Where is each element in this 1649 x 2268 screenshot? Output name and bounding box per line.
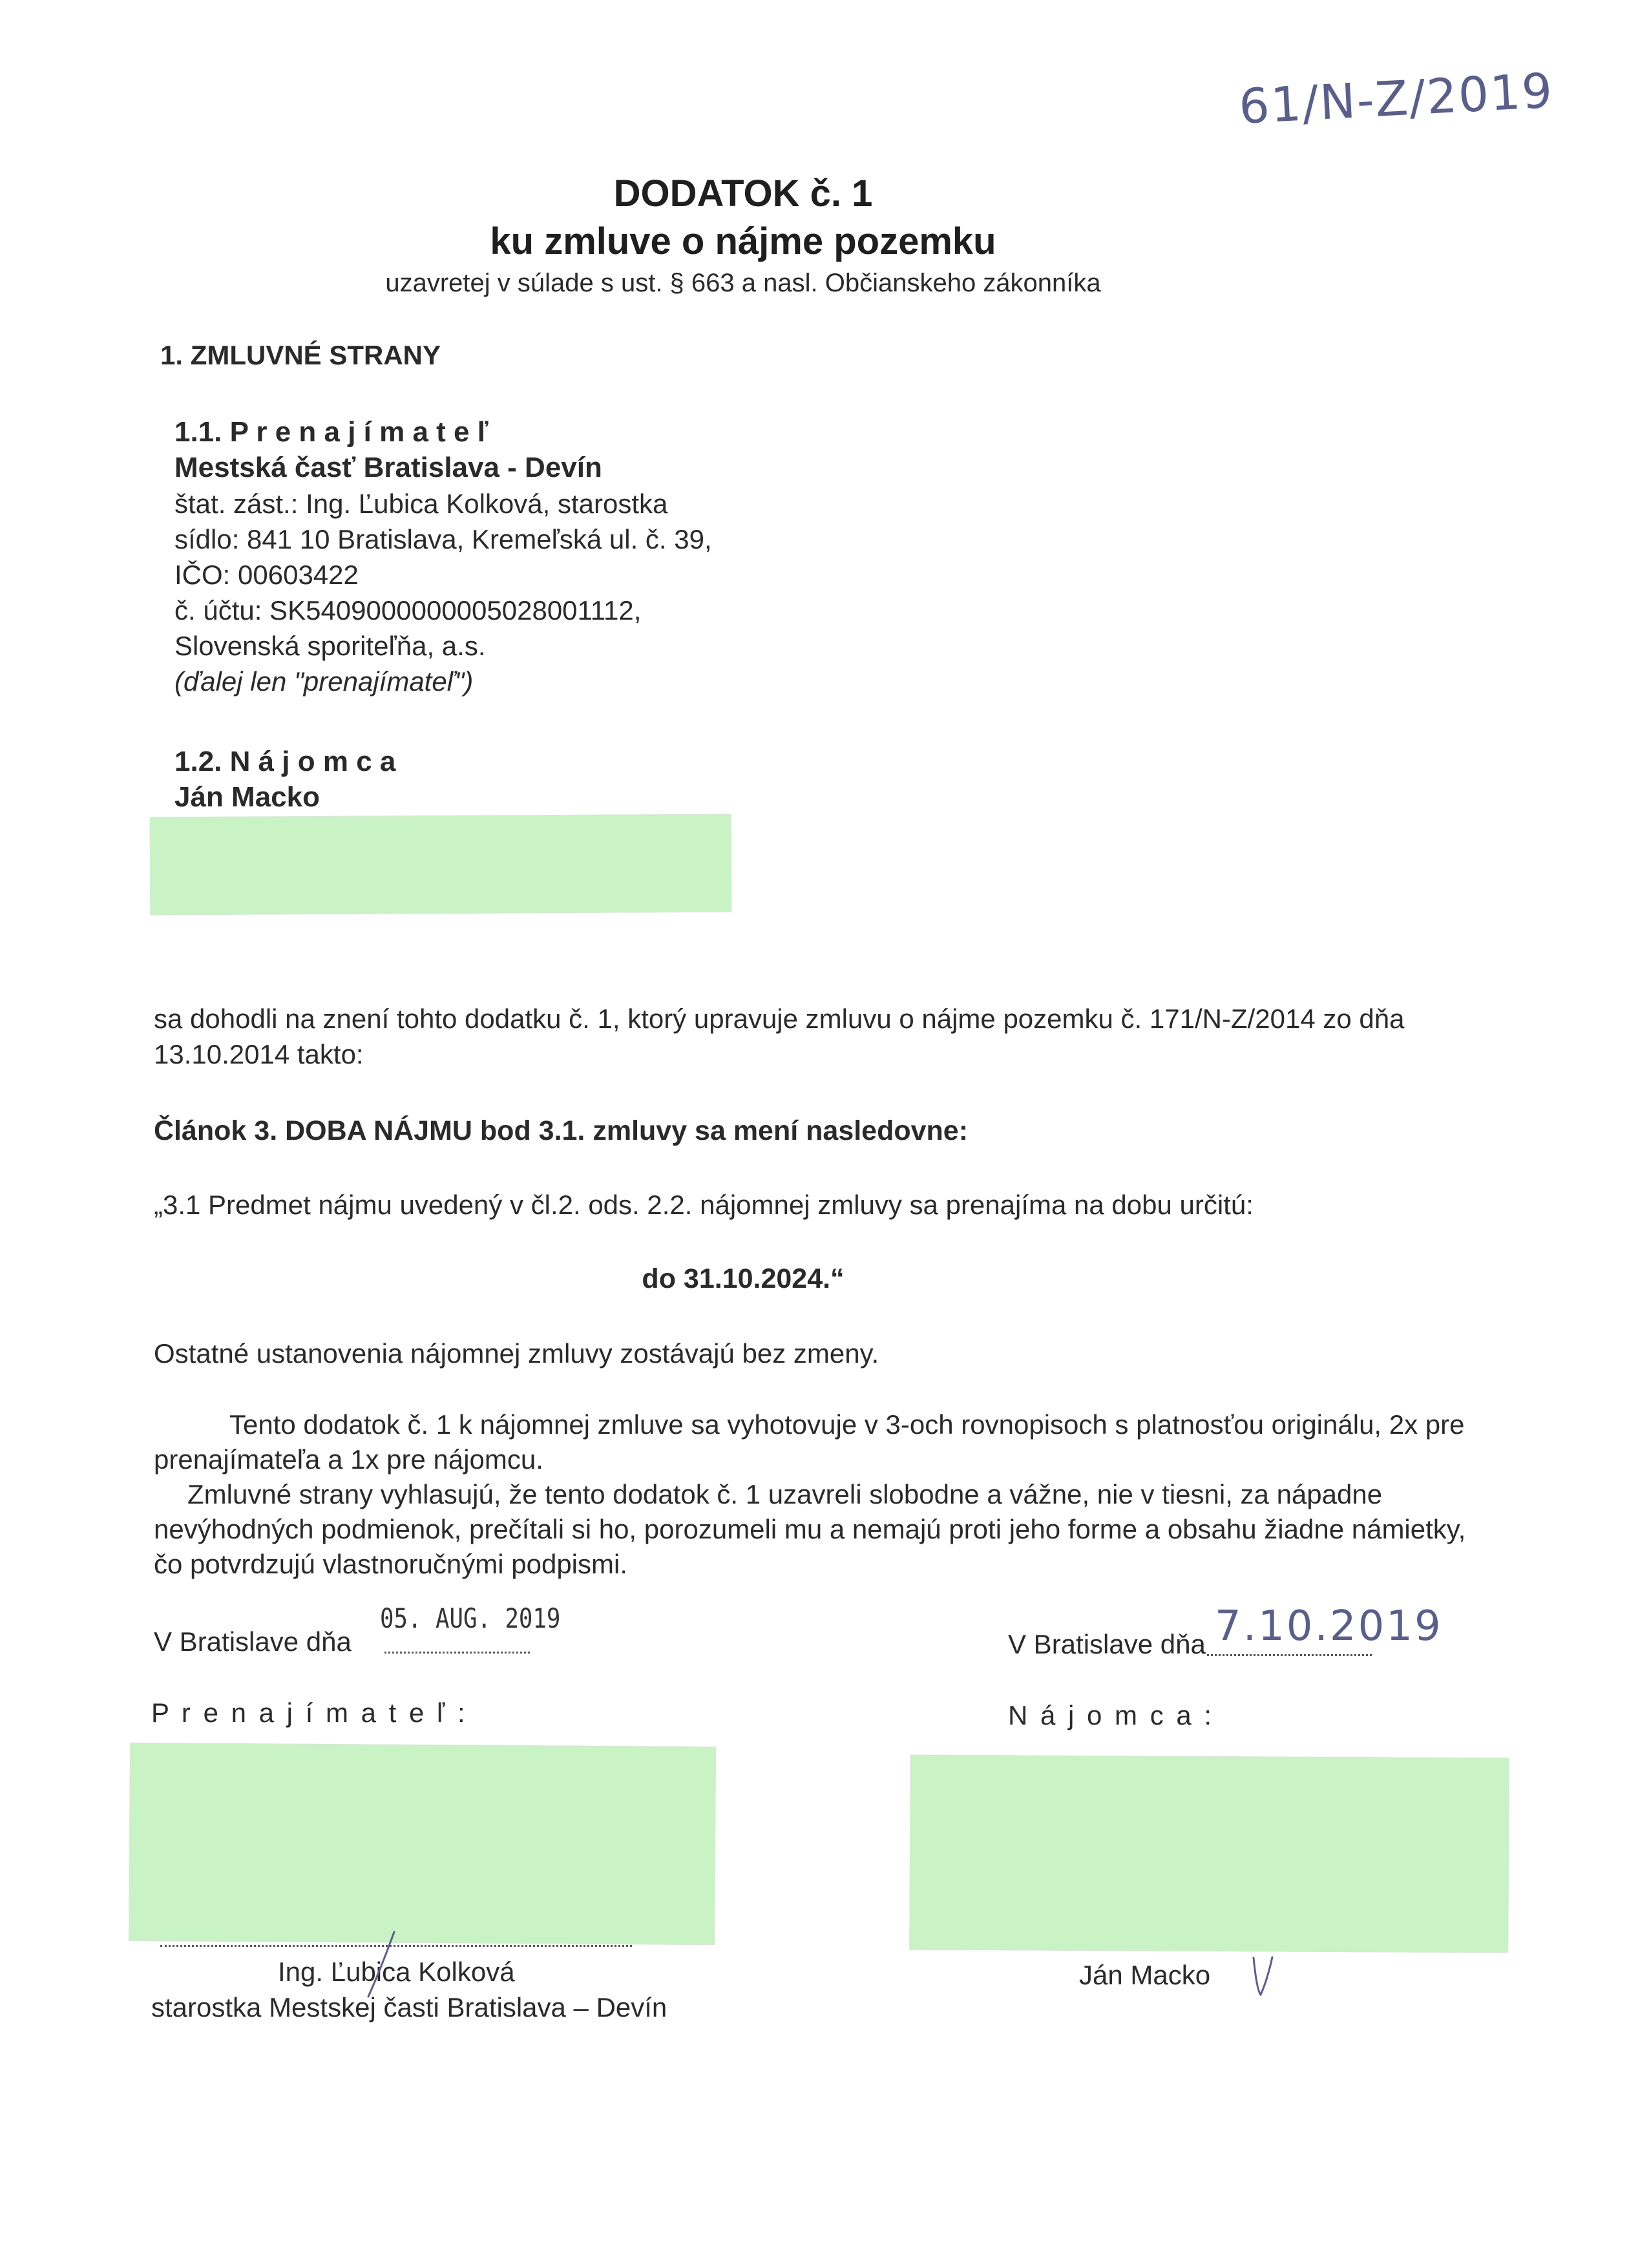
left-signatory-role: P r e n a j í m a t e ľ : (151, 1697, 468, 1728)
left-date-stamp: 05. AUG. 2019 (380, 1602, 561, 1634)
left-date-dotted-line (384, 1652, 530, 1654)
landlord-name: Mestská časť Bratislava - Devín (174, 452, 602, 483)
left-date-label: V Bratislave dňa (154, 1626, 352, 1657)
intro-text-line-1: sa dohodli na znení tohto dodatku č. 1, ktorý upravuje zmluvu o nájme pozemku č. 171/N-Z/2014 zo dňa (154, 1003, 1405, 1034)
paragraph-2-line-3: čo potvrdzujú vlastnoručnými podpismi. (154, 1549, 627, 1579)
handwritten-reference-number: 61/N-Z/2019 (1237, 63, 1555, 135)
paragraph-1-line-1: Tento dodatok č. 1 k nájomnej zmluve sa vyhotovuje v 3-och rovnopisoch s platnosťou originálu, 2x pre (229, 1409, 1465, 1440)
redaction-tenant-details (150, 814, 732, 916)
document-title: DODATOK č. 1 (613, 173, 873, 215)
right-date-dotted-line (1207, 1654, 1372, 1656)
article-text: „3.1 Predmet nájmu uvedený v čl.2. ods. 2.2. nájomnej zmluvy sa prenajíma na dobu určitú: (154, 1190, 1254, 1220)
landlord-representative: štat. zást.: Ing. Ľubica Kolková, starostka (174, 488, 668, 519)
landlord-alias: (ďalej len "prenajímateľ") (174, 666, 474, 697)
other-provisions-text: Ostatné ustanovenia nájomnej zmluvy zostávajú bez zmeny. (154, 1338, 879, 1369)
landlord-signatory-title: starostka Mestskej časti Bratislava – Devín (151, 1992, 667, 2022)
handwritten-check-mark-icon (1250, 1955, 1276, 2000)
landlord-ico: IČO: 00603422 (174, 560, 359, 590)
redaction-landlord-signature (129, 1743, 716, 1945)
handwritten-stroke-icon (362, 1929, 401, 2000)
tenant-name: Ján Macko (174, 781, 320, 813)
paragraph-2-line-1: Zmluvné strany vyhlasujú, že tento dodatok č. 1 uzavreli slobodne a vážne, nie v tiesni, za nápadne (187, 1479, 1383, 1509)
tenant-label: 1.2. N á j o m c a (174, 746, 396, 777)
right-date-handwritten: 7.10.2019 (1215, 1602, 1443, 1650)
paragraph-2-line-2: nevýhodných podmienok, prečítali si ho, porozumeli mu a nemajú proti jeho forme a obsahu žiadne námietky, (154, 1514, 1466, 1544)
tenant-signatory-name: Ján Macko (1079, 1960, 1211, 1990)
intro-text-line-2: 13.10.2014 takto: (154, 1039, 364, 1069)
landlord-signatory-name: Ing. Ľubica Kolková (278, 1957, 515, 1987)
landlord-label: 1.1. P r e n a j í m a t e ľ (174, 416, 488, 448)
article-date: do 31.10.2024.“ (642, 1263, 845, 1294)
redaction-tenant-signature (909, 1755, 1509, 1953)
section-heading-parties: 1. ZMLUVNÉ STRANY (160, 340, 441, 370)
landlord-address: sídlo: 841 10 Bratislava, Kremeľská ul. č. 39, (174, 524, 712, 554)
landlord-details (174, 486, 712, 699)
paragraph-1-line-2: prenajímateľa a 1x pre nájomcu. (154, 1444, 543, 1475)
right-date-label: V Bratislave dňa (1008, 1629, 1206, 1659)
article-heading: Článok 3. DOBA NÁJMU bod 3.1. zmluvy sa mení nasledovne: (154, 1115, 969, 1146)
document-subtitle: ku zmluve o nájme pozemku (490, 220, 996, 262)
right-signatory-role: N á j o m c a : (1008, 1700, 1215, 1730)
document-legal-note: uzavretej v súlade s ust. § 663 a nasl. Občianskeho zákonníka (385, 269, 1101, 297)
landlord-bank: Slovenská sporiteľňa, a.s. (174, 631, 486, 661)
landlord-account: č. účtu: SK5409000000005028001112, (174, 595, 642, 625)
